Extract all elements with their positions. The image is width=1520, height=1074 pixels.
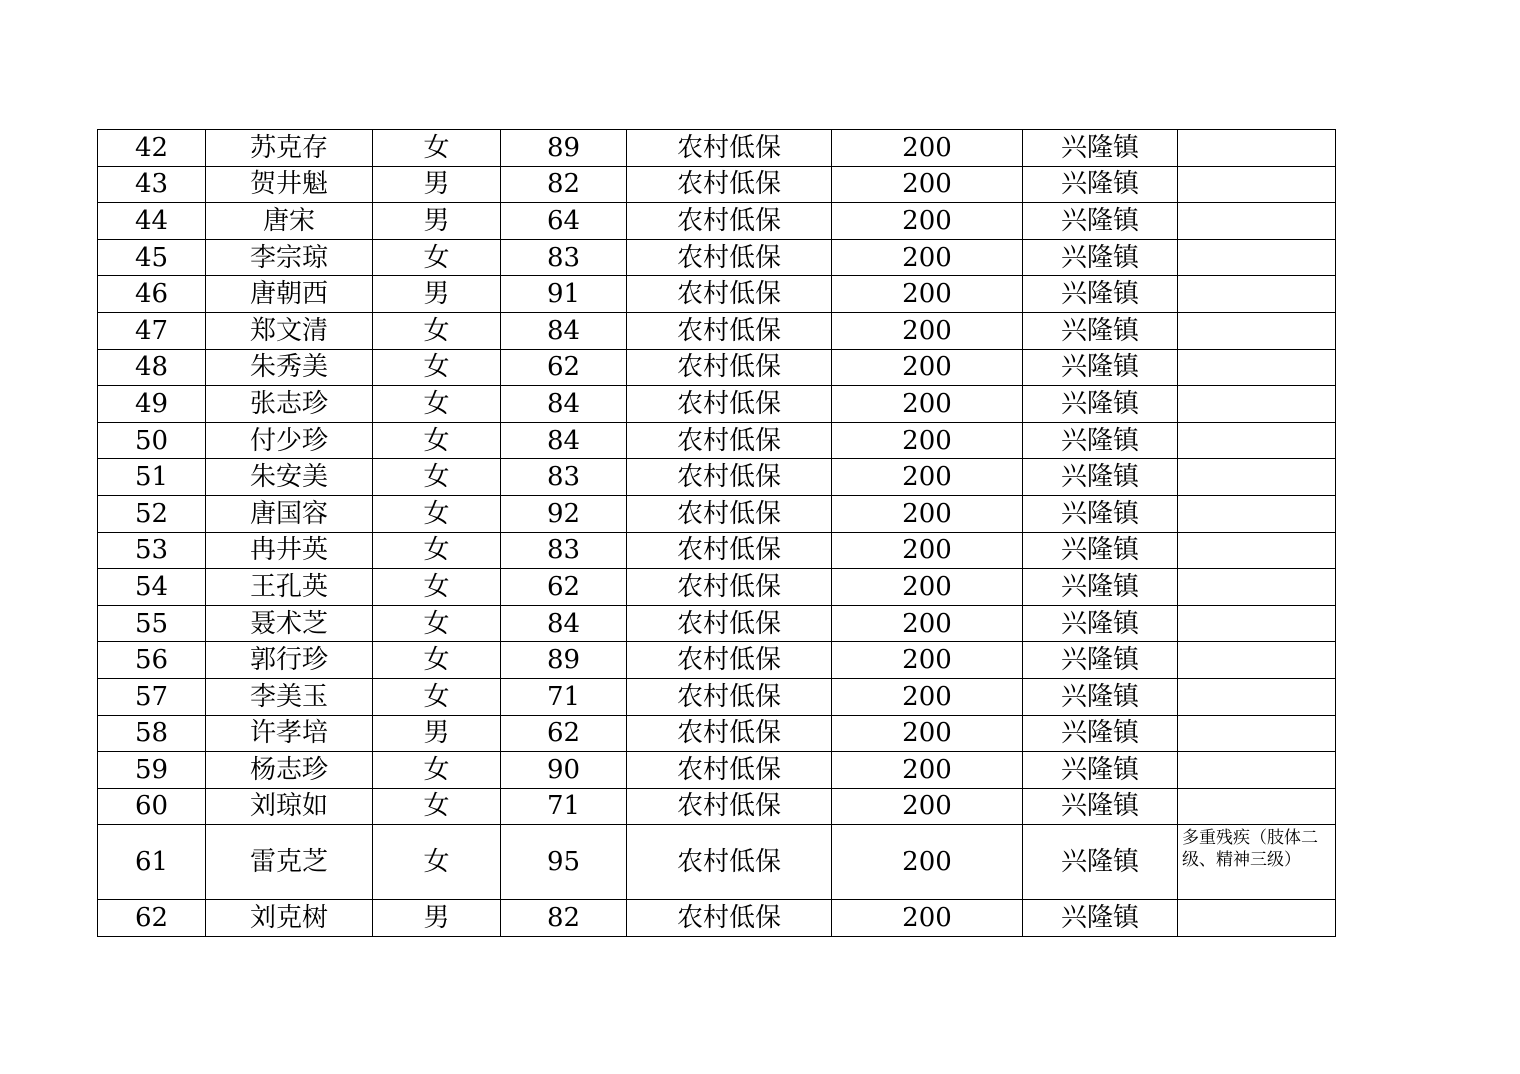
- cell-town: 兴隆镇: [1023, 825, 1178, 900]
- cell-remark: [1178, 239, 1336, 276]
- cell-name: 朱安美: [206, 459, 373, 496]
- cell-serial-number: 53: [98, 532, 206, 569]
- cell-serial-number: 62: [98, 900, 206, 937]
- cell-serial-number: 57: [98, 678, 206, 715]
- cell-serial-number: 42: [98, 130, 206, 167]
- cell-gender: 女: [373, 678, 501, 715]
- cell-age: 71: [501, 788, 627, 825]
- beneficiary-table: [97, 129, 1336, 937]
- cell-town: 兴隆镇: [1023, 276, 1178, 313]
- cell-amount: 200: [832, 166, 1023, 203]
- cell-serial-number: 60: [98, 788, 206, 825]
- cell-name: 许孝培: [206, 715, 373, 752]
- cell-assistance-category: 农村低保: [627, 166, 832, 203]
- cell-amount: 200: [832, 752, 1023, 789]
- cell-age: 84: [501, 312, 627, 349]
- cell-assistance-category: 农村低保: [627, 642, 832, 679]
- cell-gender: 男: [373, 715, 501, 752]
- cell-town: 兴隆镇: [1023, 642, 1178, 679]
- cell-town: 兴隆镇: [1023, 678, 1178, 715]
- table-row: [98, 532, 1336, 569]
- cell-gender: 女: [373, 239, 501, 276]
- cell-name: 郑文清: [206, 312, 373, 349]
- cell-remark: [1178, 495, 1336, 532]
- cell-gender: 女: [373, 459, 501, 496]
- cell-amount: 200: [832, 495, 1023, 532]
- cell-age: 62: [501, 349, 627, 386]
- cell-amount: 200: [832, 532, 1023, 569]
- cell-town: 兴隆镇: [1023, 166, 1178, 203]
- cell-name: 唐朝西: [206, 276, 373, 313]
- cell-assistance-category: 农村低保: [627, 130, 832, 167]
- cell-remark: [1178, 642, 1336, 679]
- cell-town: 兴隆镇: [1023, 386, 1178, 423]
- cell-assistance-category: 农村低保: [627, 752, 832, 789]
- cell-town: 兴隆镇: [1023, 349, 1178, 386]
- cell-name: 唐国容: [206, 495, 373, 532]
- cell-town: 兴隆镇: [1023, 900, 1178, 937]
- cell-amount: 200: [832, 642, 1023, 679]
- cell-remark: [1178, 532, 1336, 569]
- cell-town: 兴隆镇: [1023, 495, 1178, 532]
- cell-name: 王孔英: [206, 569, 373, 606]
- table-row: [98, 203, 1336, 240]
- cell-remark: [1178, 459, 1336, 496]
- cell-age: 91: [501, 276, 627, 313]
- cell-remark: [1178, 130, 1336, 167]
- cell-remark: [1178, 349, 1336, 386]
- cell-amount: 200: [832, 276, 1023, 313]
- cell-assistance-category: 农村低保: [627, 678, 832, 715]
- cell-serial-number: 49: [98, 386, 206, 423]
- cell-gender: 女: [373, 312, 501, 349]
- table-row: [98, 276, 1336, 313]
- cell-remark: [1178, 422, 1336, 459]
- cell-gender: 女: [373, 349, 501, 386]
- cell-serial-number: 51: [98, 459, 206, 496]
- cell-assistance-category: 农村低保: [627, 349, 832, 386]
- cell-remark: [1178, 276, 1336, 313]
- cell-amount: 200: [832, 349, 1023, 386]
- cell-serial-number: 45: [98, 239, 206, 276]
- cell-serial-number: 59: [98, 752, 206, 789]
- cell-age: 82: [501, 900, 627, 937]
- cell-name: 刘克树: [206, 900, 373, 937]
- cell-name: 贺井魁: [206, 166, 373, 203]
- cell-assistance-category: 农村低保: [627, 900, 832, 937]
- cell-age: 82: [501, 166, 627, 203]
- cell-town: 兴隆镇: [1023, 422, 1178, 459]
- cell-name: 冉井英: [206, 532, 373, 569]
- cell-assistance-category: 农村低保: [627, 276, 832, 313]
- cell-age: 83: [501, 459, 627, 496]
- cell-town: 兴隆镇: [1023, 788, 1178, 825]
- cell-gender: 女: [373, 130, 501, 167]
- cell-amount: 200: [832, 715, 1023, 752]
- cell-age: 90: [501, 752, 627, 789]
- cell-name: 付少珍: [206, 422, 373, 459]
- table-row: [98, 239, 1336, 276]
- cell-name: 李宗琼: [206, 239, 373, 276]
- cell-assistance-category: 农村低保: [627, 495, 832, 532]
- cell-serial-number: 44: [98, 203, 206, 240]
- table-row: [98, 825, 1336, 900]
- cell-assistance-category: 农村低保: [627, 825, 832, 900]
- cell-remark: [1178, 900, 1336, 937]
- cell-amount: 200: [832, 312, 1023, 349]
- table-row: [98, 678, 1336, 715]
- cell-serial-number: 54: [98, 569, 206, 606]
- cell-age: 62: [501, 715, 627, 752]
- cell-amount: 200: [832, 788, 1023, 825]
- cell-serial-number: 61: [98, 825, 206, 900]
- cell-name: 唐宋: [206, 203, 373, 240]
- table-row: [98, 422, 1336, 459]
- cell-remark: [1178, 605, 1336, 642]
- cell-amount: 200: [832, 459, 1023, 496]
- cell-assistance-category: 农村低保: [627, 532, 832, 569]
- table-row: [98, 459, 1336, 496]
- cell-amount: 200: [832, 825, 1023, 900]
- cell-name: 郭行珍: [206, 642, 373, 679]
- cell-gender: 男: [373, 900, 501, 937]
- cell-age: 62: [501, 569, 627, 606]
- cell-town: 兴隆镇: [1023, 569, 1178, 606]
- cell-age: 92: [501, 495, 627, 532]
- cell-remark: [1178, 166, 1336, 203]
- cell-amount: 200: [832, 239, 1023, 276]
- cell-serial-number: 47: [98, 312, 206, 349]
- cell-amount: 200: [832, 422, 1023, 459]
- cell-name: 朱秀美: [206, 349, 373, 386]
- table-row: [98, 130, 1336, 167]
- cell-remark: [1178, 312, 1336, 349]
- cell-assistance-category: 农村低保: [627, 788, 832, 825]
- cell-age: 84: [501, 386, 627, 423]
- cell-remark: [1178, 715, 1336, 752]
- cell-assistance-category: 农村低保: [627, 459, 832, 496]
- cell-town: 兴隆镇: [1023, 532, 1178, 569]
- cell-serial-number: 48: [98, 349, 206, 386]
- cell-remark: [1178, 386, 1336, 423]
- cell-age: 84: [501, 422, 627, 459]
- cell-gender: 女: [373, 532, 501, 569]
- cell-amount: 200: [832, 678, 1023, 715]
- cell-gender: 女: [373, 825, 501, 900]
- cell-remark: [1178, 203, 1336, 240]
- cell-town: 兴隆镇: [1023, 239, 1178, 276]
- cell-assistance-category: 农村低保: [627, 312, 832, 349]
- cell-amount: 200: [832, 605, 1023, 642]
- cell-gender: 女: [373, 605, 501, 642]
- cell-remark: [1178, 569, 1336, 606]
- cell-assistance-category: 农村低保: [627, 605, 832, 642]
- cell-gender: 男: [373, 166, 501, 203]
- cell-amount: 200: [832, 900, 1023, 937]
- cell-age: 71: [501, 678, 627, 715]
- cell-gender: 男: [373, 203, 501, 240]
- cell-town: 兴隆镇: [1023, 203, 1178, 240]
- table-row: [98, 386, 1336, 423]
- cell-gender: 女: [373, 569, 501, 606]
- cell-gender: 女: [373, 386, 501, 423]
- cell-amount: 200: [832, 569, 1023, 606]
- table-row: [98, 715, 1336, 752]
- cell-assistance-category: 农村低保: [627, 715, 832, 752]
- cell-gender: 女: [373, 422, 501, 459]
- cell-serial-number: 52: [98, 495, 206, 532]
- cell-town: 兴隆镇: [1023, 605, 1178, 642]
- cell-assistance-category: 农村低保: [627, 569, 832, 606]
- cell-serial-number: 43: [98, 166, 206, 203]
- cell-town: 兴隆镇: [1023, 752, 1178, 789]
- cell-assistance-category: 农村低保: [627, 386, 832, 423]
- cell-name: 李美玉: [206, 678, 373, 715]
- cell-name: 张志珍: [206, 386, 373, 423]
- cell-remark: [1178, 788, 1336, 825]
- cell-gender: 女: [373, 752, 501, 789]
- table-row: [98, 605, 1336, 642]
- cell-town: 兴隆镇: [1023, 130, 1178, 167]
- table-row: [98, 642, 1336, 679]
- cell-serial-number: 50: [98, 422, 206, 459]
- table-row: [98, 312, 1336, 349]
- cell-town: 兴隆镇: [1023, 312, 1178, 349]
- cell-age: 89: [501, 130, 627, 167]
- cell-gender: 女: [373, 495, 501, 532]
- cell-assistance-category: 农村低保: [627, 422, 832, 459]
- cell-town: 兴隆镇: [1023, 459, 1178, 496]
- cell-gender: 女: [373, 642, 501, 679]
- cell-age: 84: [501, 605, 627, 642]
- cell-age: 83: [501, 532, 627, 569]
- cell-amount: 200: [832, 130, 1023, 167]
- cell-gender: 女: [373, 788, 501, 825]
- cell-serial-number: 46: [98, 276, 206, 313]
- table-row: [98, 752, 1336, 789]
- cell-town: 兴隆镇: [1023, 715, 1178, 752]
- table-row: [98, 900, 1336, 937]
- cell-serial-number: 58: [98, 715, 206, 752]
- cell-name: 聂术芝: [206, 605, 373, 642]
- table-row: [98, 788, 1336, 825]
- cell-age: 83: [501, 239, 627, 276]
- cell-age: 64: [501, 203, 627, 240]
- table-row: [98, 349, 1336, 386]
- cell-amount: 200: [832, 386, 1023, 423]
- cell-name: 苏克存: [206, 130, 373, 167]
- cell-name: 杨志珍: [206, 752, 373, 789]
- cell-amount: 200: [832, 203, 1023, 240]
- cell-age: 95: [501, 825, 627, 900]
- cell-assistance-category: 农村低保: [627, 203, 832, 240]
- cell-name: 刘琼如: [206, 788, 373, 825]
- cell-assistance-category: 农村低保: [627, 239, 832, 276]
- table-row: [98, 495, 1336, 532]
- cell-gender: 男: [373, 276, 501, 313]
- cell-serial-number: 55: [98, 605, 206, 642]
- cell-remark: 多重残疾（肢体二级、精神三级）: [1178, 825, 1336, 900]
- table-row: [98, 166, 1336, 203]
- cell-remark: [1178, 678, 1336, 715]
- cell-age: 89: [501, 642, 627, 679]
- cell-remark: [1178, 752, 1336, 789]
- table-row: [98, 569, 1336, 606]
- cell-name: 雷克芝: [206, 825, 373, 900]
- cell-serial-number: 56: [98, 642, 206, 679]
